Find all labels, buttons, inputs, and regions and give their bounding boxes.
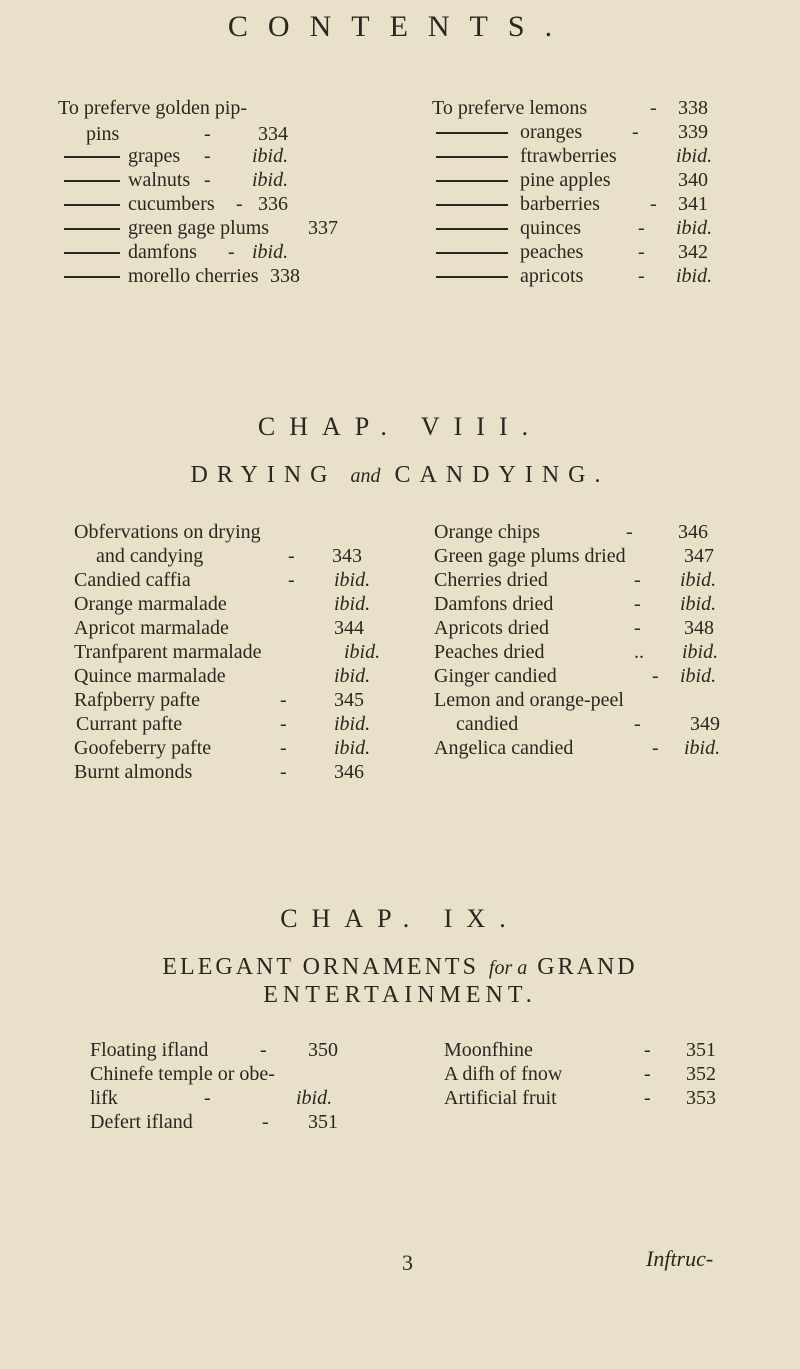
- entry: Apricots dried - 348: [434, 617, 714, 639]
- entry: pins - 334: [86, 123, 288, 145]
- entry: Defert ifland - 351: [90, 1111, 338, 1133]
- signature-mark: 3: [402, 1250, 413, 1275]
- entry: cucumbers - 336: [58, 192, 378, 216]
- entry: Cherries dried - ibid.: [434, 569, 717, 591]
- preserves-list-left: [58, 96, 378, 288]
- catchword: Inftruc-: [646, 1246, 714, 1271]
- chapter-title: DRYING and CANDYING.: [190, 462, 610, 488]
- ditto-rule: [436, 132, 508, 134]
- entry: Candied caffia - ibid.: [74, 569, 371, 591]
- entry: pine apples 340: [432, 168, 752, 192]
- chapter-title-line-2: ENTERTAINMENT.: [263, 982, 537, 1008]
- entry: lifk - ibid.: [90, 1087, 333, 1109]
- entry: To preferve golden pip-: [58, 97, 248, 119]
- entry: barberries - 341: [432, 192, 752, 216]
- entry: apricots - ibid.: [432, 264, 752, 288]
- entry: grapes - ibid.: [58, 144, 378, 168]
- chapter-label: CHAP. IX.: [280, 904, 520, 933]
- ditto-rule: [64, 252, 120, 254]
- entry: Tranfparent marmalade ibid.: [74, 641, 381, 663]
- entry: Moonfhine - 351: [444, 1039, 716, 1061]
- ditto-rule: [436, 180, 508, 182]
- entry: Quince marmalade ibid.: [74, 665, 371, 687]
- entry: Lemon and orange-peel: [434, 689, 624, 711]
- entry: and candying - 343: [96, 545, 362, 567]
- ornaments-list-left: [90, 1008, 390, 1134]
- ditto-rule: [436, 252, 508, 254]
- chapter-label: CHAP. VIII.: [257, 412, 543, 441]
- ditto-rule: [64, 204, 120, 206]
- entry: Orange marmalade ibid.: [74, 593, 371, 615]
- ditto-rule: [64, 180, 120, 182]
- entry: walnuts - ibid.: [58, 168, 378, 192]
- preserves-list-right: [432, 96, 752, 288]
- entry: Goofeberry pafte - ibid.: [74, 737, 371, 759]
- entry: candied - 349: [456, 713, 720, 735]
- entry: To preferve lemons - 338: [432, 97, 708, 119]
- entry: Floating ifland - 350: [90, 1039, 338, 1061]
- drying-list-right: [434, 520, 754, 760]
- ornaments-list-right: [444, 1008, 764, 1110]
- entry: Apricot marmalade 344: [74, 617, 364, 639]
- entry: Peaches dried .. ibid.: [434, 641, 719, 663]
- drying-list-left: [74, 520, 381, 784]
- entry: ftrawberries ibid.: [432, 144, 752, 168]
- ditto-rule: [436, 276, 508, 278]
- entry: peaches - 342: [432, 240, 752, 264]
- entry: oranges - 339: [432, 120, 752, 144]
- entry: morello cherries 338: [58, 264, 378, 288]
- entry: A difh of fnow - 352: [444, 1063, 716, 1085]
- running-head: CONTENTS.: [227, 10, 573, 43]
- entry: green gage plums 337: [58, 216, 378, 240]
- entry: Burnt almonds - 346: [74, 761, 364, 783]
- entry: Ginger candied - ibid.: [434, 665, 717, 687]
- entry: Rafpberry pafte - 345: [74, 689, 364, 711]
- entry: Damfons dried - ibid.: [434, 593, 717, 615]
- ditto-rule: [64, 156, 120, 158]
- ditto-rule: [436, 228, 508, 230]
- ditto-rule: [64, 276, 120, 278]
- ditto-rule: [436, 156, 508, 158]
- entry: Artificial fruit - 353: [444, 1087, 716, 1109]
- entry: Angelica candied - ibid.: [434, 737, 721, 759]
- ditto-rule: [436, 204, 508, 206]
- ditto-rule: [64, 228, 120, 230]
- entry: Chinefe temple or obe-: [90, 1063, 275, 1085]
- entry: Currant pafte - ibid.: [76, 713, 371, 735]
- chapter-title: ELEGANT ORNAMENTS for a GRAND: [162, 954, 638, 980]
- entry: quinces - ibid.: [432, 216, 752, 240]
- entry: Obfervations on drying: [74, 521, 261, 543]
- entry: damfons - ibid.: [58, 240, 378, 264]
- entry: Orange chips - 346: [434, 521, 708, 543]
- entry: Green gage plums dried 347: [434, 545, 714, 567]
